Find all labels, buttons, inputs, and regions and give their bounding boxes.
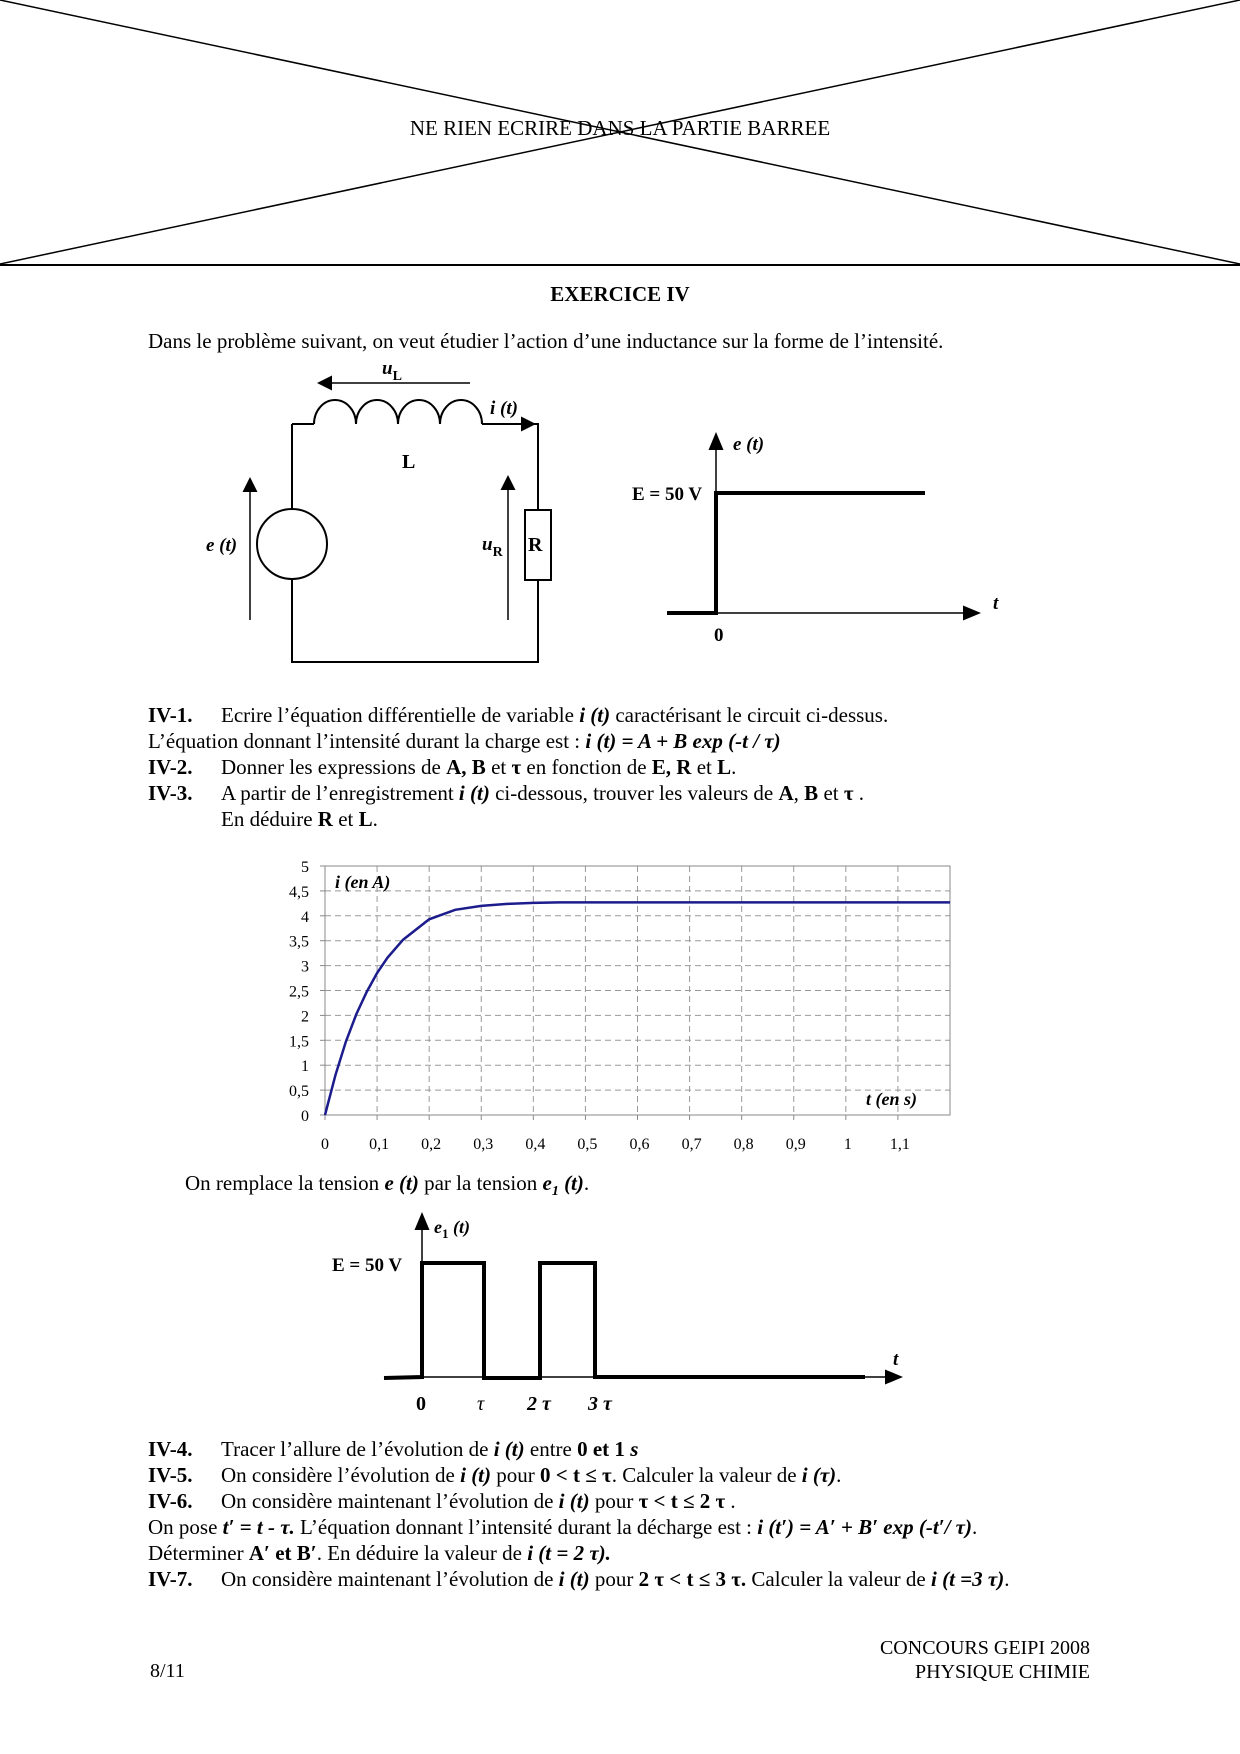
math: 0 et 1 <box>577 1437 631 1461</box>
y-tick-label: 3 <box>301 958 309 976</box>
math: E, R <box>651 755 692 779</box>
math: R <box>317 807 333 831</box>
text: On remplace la tension <box>185 1171 385 1195</box>
pulse-tick-3tau: 3 τ <box>588 1393 612 1415</box>
text: Donner les expressions de <box>221 755 447 779</box>
text: caractérisant le circuit ci-dessus. <box>610 703 889 727</box>
step-level-label: E = 50 V <box>632 484 703 505</box>
source-label: e (t) <box>206 535 238 556</box>
text: . <box>731 755 737 779</box>
pulse-intro <box>185 1170 589 1205</box>
y-tick-label: 1,5 <box>289 1033 309 1051</box>
pulse-xlabel: t <box>893 1349 899 1370</box>
text: . <box>971 1515 978 1539</box>
y-tick-label: 3,5 <box>289 933 309 951</box>
uR-label: $u_R$ <box>482 534 503 560</box>
text: et <box>691 755 718 779</box>
text: et <box>485 755 512 779</box>
y-tick-label: 4,5 <box>289 883 309 901</box>
text: A partir de l’enregistrement <box>221 781 459 805</box>
math: τ <box>511 755 522 779</box>
text: . En déduire la valeur de <box>316 1541 528 1565</box>
pulse-signal <box>384 1263 865 1378</box>
math: t′ = t - τ. <box>222 1515 295 1539</box>
text: Tracer l’allure de l’évolution de <box>221 1437 494 1461</box>
text: en fonction de <box>521 755 652 779</box>
text: pour <box>491 1463 541 1487</box>
text: . <box>725 1489 736 1513</box>
uL-label: $u_L$ <box>382 358 402 384</box>
page-number: 8/11 <box>150 1660 185 1682</box>
math: B <box>804 781 819 805</box>
math: A <box>778 781 794 805</box>
math: i (τ) <box>801 1463 837 1487</box>
x-tick-label: 1,1 <box>889 1136 910 1153</box>
math: τ <box>843 781 854 805</box>
question-number: IV-7. <box>148 1567 193 1591</box>
math: i (t′) = A′ + B′ exp (-t′/ τ) <box>757 1515 972 1539</box>
question-number: IV-4. <box>148 1437 193 1461</box>
question-number: IV-2. <box>148 755 193 779</box>
question-number: IV-5. <box>148 1463 193 1487</box>
y-tick-label: 5 <box>301 859 309 876</box>
math: A′ et B′ <box>248 1541 317 1565</box>
math: A, B <box>446 755 486 779</box>
x-tick-label: 0,7 <box>681 1136 702 1153</box>
chart-x-ticks <box>321 1115 910 1153</box>
inductor-label: L <box>402 451 416 473</box>
pulse-ylabel: $e_1$ (t) <box>434 1217 470 1241</box>
subject-name: PHYSIQUE CHIMIE <box>915 1661 1090 1683</box>
math: i (t) <box>460 1463 492 1487</box>
resistor-label: R <box>528 534 543 556</box>
text: . <box>1004 1567 1010 1591</box>
text: On pose <box>148 1515 223 1539</box>
math: e (t) <box>384 1171 419 1195</box>
y-tick-label: 4 <box>301 908 309 926</box>
text: . <box>853 781 865 805</box>
x-tick-label: 0,3 <box>473 1136 494 1153</box>
footer-contest <box>880 1636 1090 1684</box>
chart-ylabel: i (en A) <box>335 872 391 892</box>
question-iv-6 <box>148 1488 736 1514</box>
question-number: IV-3. <box>148 781 193 805</box>
chart-y-ticks <box>289 859 325 1125</box>
text: L’équation donnant l’intensité durant la décharge est : <box>294 1515 758 1539</box>
pulse-tick-2tau: 2 τ <box>527 1393 551 1415</box>
chart-xlabel: t (en s) <box>866 1089 917 1109</box>
discharge-equation <box>148 1514 977 1540</box>
text: . Calculer la valeur de <box>611 1463 802 1487</box>
text: . <box>836 1463 842 1487</box>
pulse-tick-tau: τ <box>477 1393 485 1415</box>
x-tick-label: 0 <box>321 1136 329 1153</box>
math <box>542 1171 584 1200</box>
intro-text: Dans le problème suivant, on veut étudier l’action d’une inductance sur la forme de l’intensité. <box>148 329 944 353</box>
x-tick-label: 0,2 <box>421 1136 442 1153</box>
text: . <box>372 807 378 831</box>
text: En déduire <box>221 807 318 831</box>
question-number: IV-6. <box>148 1489 193 1513</box>
text: ci-dessous, trouver les valeurs de <box>489 781 779 805</box>
x-tick-label: 0,9 <box>785 1136 806 1153</box>
step-origin-label: 0 <box>714 625 724 645</box>
x-tick-label: 0,8 <box>733 1136 754 1153</box>
text: . <box>583 1171 590 1195</box>
y-tick-label: 2 <box>301 1008 309 1026</box>
text: On considère maintenant l’évolution de <box>221 1567 559 1591</box>
barred-notice: NE RIEN ECRIRE DANS LA PARTIE BARREE <box>409 116 831 140</box>
question-iv-7 <box>148 1566 1009 1592</box>
text: Calculer la valeur de <box>746 1567 931 1591</box>
math: i (t) <box>458 781 490 805</box>
math: 0 < t ≤ τ <box>540 1463 612 1487</box>
math: i (t) <box>558 1567 590 1591</box>
text: Déterminer <box>148 1541 249 1565</box>
question-iv-6-determine <box>148 1540 611 1566</box>
step-xlabel: t <box>993 593 999 614</box>
y-tick-label: 0,5 <box>289 1083 309 1101</box>
y-tick-label: 1 <box>301 1058 309 1076</box>
math: τ < t ≤ 2 τ <box>638 1489 726 1513</box>
math: i (t) = A + B exp (-t / τ) <box>585 729 781 753</box>
y-tick-label: 2,5 <box>289 983 309 1001</box>
pulse-graph <box>320 1205 920 1425</box>
step-ylabel: e (t) <box>733 434 765 455</box>
text: et <box>332 807 359 831</box>
math: i (t) <box>558 1489 590 1513</box>
math: 2 τ < t ≤ 3 τ. <box>638 1567 747 1591</box>
text: On considère l’évolution de <box>221 1463 461 1487</box>
question-iv-4 <box>148 1436 638 1462</box>
x-tick-label: 0,4 <box>525 1136 546 1153</box>
pulse-tick-0: 0 <box>416 1393 426 1415</box>
text: pour <box>589 1567 639 1591</box>
text: pour <box>589 1489 639 1513</box>
math: L <box>717 755 732 779</box>
y-tick-label: 0 <box>301 1108 309 1125</box>
exercise-title: EXERCICE IV <box>550 282 690 306</box>
math: i (t =3 τ) <box>931 1567 1005 1591</box>
text: , <box>793 781 805 805</box>
pulse-level-label: E = 50 V <box>332 1255 403 1276</box>
x-tick-label: 0,1 <box>369 1136 390 1153</box>
text: entre <box>524 1437 578 1461</box>
question-number: IV-1. <box>148 703 193 727</box>
x-tick-label: 1 <box>843 1136 852 1153</box>
text: et <box>818 781 844 805</box>
math: s <box>630 1437 639 1461</box>
text: L’équation donnant l’intensité durant la charge est : <box>148 729 586 753</box>
math: L <box>358 807 373 831</box>
x-tick-label: 0,6 <box>629 1136 650 1153</box>
text: par la tension <box>418 1171 543 1195</box>
current-label: i (t) <box>490 398 518 419</box>
math: i (t) <box>493 1437 525 1461</box>
text: Ecrire l’équation différentielle de variable <box>221 703 580 727</box>
x-tick-label: 0,5 <box>577 1136 598 1153</box>
math-symbol: (t) <box>558 1171 584 1195</box>
text: On considère maintenant l’évolution de <box>221 1489 559 1513</box>
math-subscript: 1 <box>551 1184 559 1200</box>
contest-name: CONCOURS GEIPI 2008 <box>879 1637 1090 1659</box>
question-iv-5 <box>148 1462 841 1488</box>
math-symbol: e <box>542 1171 552 1195</box>
math: i (t) <box>579 703 611 727</box>
math: i (t = 2 τ). <box>527 1541 611 1565</box>
